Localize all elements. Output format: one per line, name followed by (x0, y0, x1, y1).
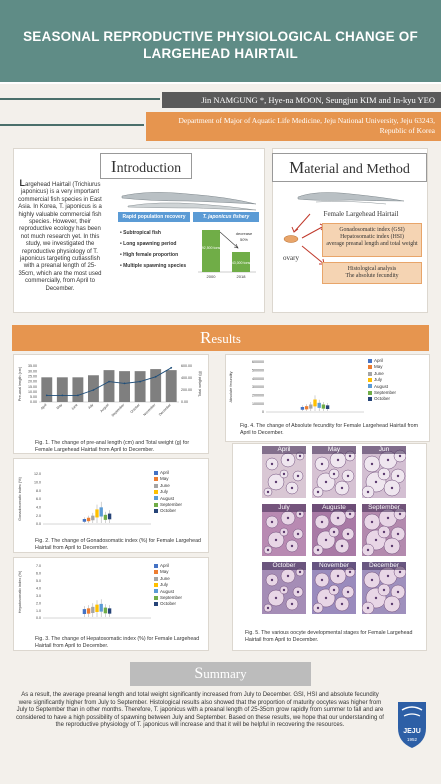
nucleus (275, 539, 277, 541)
nucleus (341, 603, 343, 605)
nucleus (325, 539, 327, 541)
nucleus (317, 607, 319, 609)
fishery-year-2000: 2000 (206, 274, 216, 279)
fig1-caption: Fig. 1. The change of pre-anal length (cm) and Total weight (g) for Female Largehead Hairtail from April to December. (35, 440, 190, 453)
y-tick-label: 20.00 (28, 379, 37, 384)
fig2-chart (15, 470, 155, 530)
poster-title: SEASONAL REPRODUCTIVE PHYSIOLOGICAL CHANGE OF LARGEHEAD HAIRTAIL (23, 29, 418, 61)
nucleus (341, 487, 343, 489)
fig4-chart (226, 358, 368, 418)
nucleus (297, 591, 299, 593)
box-april (83, 519, 86, 522)
legend-item (154, 508, 182, 514)
x-tick-label: August (99, 402, 110, 414)
fig5-caption: Fig. 5. The various oocyte developmental stages for Female Largehead Hairtail from April to December. (245, 630, 413, 643)
legend-label: July (374, 377, 383, 383)
feature-item: • Multiple spawning species (120, 263, 187, 269)
legend-swatch (368, 378, 372, 382)
nucleus (267, 549, 269, 551)
weight-point (46, 395, 48, 397)
histology-tile-july (262, 504, 306, 556)
nucleus (367, 607, 369, 609)
y-axis-label: Hepatosomatic index (%) (18, 570, 22, 614)
weight-point (124, 383, 126, 385)
x-tick-label: December (158, 402, 172, 417)
weight-point (108, 381, 110, 383)
y-tick-label: 12.0 (34, 472, 41, 477)
materials-heading: Material and Method (272, 153, 427, 182)
feature-item: • High female proportion (120, 252, 179, 258)
y-tick-label: 6.0 (36, 571, 41, 576)
histology-tile-september (362, 504, 406, 556)
nucleus (347, 591, 349, 593)
legend-label: August (160, 588, 175, 594)
nucleus (375, 481, 377, 483)
box-july (95, 605, 98, 612)
legend-label: September (160, 595, 183, 601)
legend-swatch (154, 602, 158, 606)
fig5-histology-grid (262, 446, 412, 616)
nucleus (317, 491, 319, 493)
length-bar (57, 377, 68, 402)
nucleus (321, 463, 323, 465)
legend-label: April (374, 358, 384, 363)
nucleus (321, 579, 323, 581)
rapid-recovery-label: Rapid population recovery (118, 212, 190, 222)
fig4-caption: Fig. 4. The change of Absolute fecundity for Female Largehead Hairtail from April to December. (240, 423, 419, 436)
y-tick-label: 15.00 (28, 384, 37, 389)
nucleus (299, 571, 301, 573)
y-tick-label: 400000 (252, 376, 264, 381)
nucleus (287, 459, 289, 461)
length-bar (72, 377, 83, 402)
nucleus (271, 463, 273, 465)
box-june (91, 516, 94, 521)
fishery-bar-2000 (202, 230, 220, 272)
histology-month-label: December (362, 562, 406, 570)
histology-month-label: November (312, 562, 356, 570)
nucleus (297, 533, 299, 535)
nucleus (383, 473, 385, 475)
legend-swatch (154, 496, 158, 500)
legend-swatch (154, 471, 158, 475)
legend-label: May (374, 364, 383, 370)
legend-label: May (160, 569, 169, 575)
length-bar (150, 369, 161, 402)
histology-tile-april (262, 446, 306, 498)
legend-label: August (160, 495, 175, 501)
weight-point (155, 376, 157, 378)
nucleus (299, 455, 301, 457)
y2-tick-label: 600.00 (181, 364, 192, 369)
fig2-caption: Fig. 2. The change of Gonadosomatic index (%) for Female Largehead Hairtail from April to December. (35, 538, 201, 551)
box-may (87, 608, 90, 613)
nucleus (287, 575, 289, 577)
nucleus (367, 549, 369, 551)
legend-label: October (374, 396, 391, 402)
y-tick-label: 10.00 (28, 389, 37, 394)
box-may (305, 406, 308, 409)
nucleus (283, 531, 285, 533)
nucleus (367, 491, 369, 493)
index-method-box: Gonadosomatic index (GSI) Hepatosomatic index (HSI) average preanal length and total weight (322, 223, 422, 257)
legend-swatch (154, 583, 158, 587)
y-axis-label: Absolute fecundity (229, 371, 233, 403)
legend-label: August (374, 383, 389, 389)
box-august (318, 403, 321, 408)
y-tick-label: 30.00 (28, 369, 37, 374)
y-tick-label: 5.00 (30, 395, 37, 400)
fishery-label: T. japonicus fishery (193, 212, 259, 222)
box-june (91, 607, 94, 613)
introduction-text: Largehead Hairtail (Trichiurus japonicus) is a very important commercial fish species in East Asia. In Korea, T. japonicus is a highly valuable commercial fish species. However, their reproductive ecology has been not much research yet. In this study, we investigated the reproductive physiology of T. japonicus targeting cutlassfish with a preanal length of 25-35cm, which are the most used commercially, from April to December. (18, 178, 102, 292)
y-tick-label: 0.0 (36, 522, 41, 527)
box-september (322, 405, 325, 409)
logo-year: 1952 (406, 737, 418, 742)
fig2-legend (154, 470, 182, 515)
nucleus (317, 549, 319, 551)
nucleus (333, 473, 335, 475)
histology-month-label: April (262, 446, 306, 454)
legend-label: September (374, 390, 397, 396)
y2-axis-label: Total weight (g) (198, 371, 202, 397)
logo-text: JEJU (403, 728, 421, 735)
legend-label: October (160, 508, 177, 514)
legend-swatch (154, 503, 158, 507)
y-tick-label: 3.0 (36, 593, 41, 598)
box-april (83, 609, 86, 614)
legend-label: May (160, 476, 169, 482)
weight-point (61, 395, 63, 397)
histology-month-label: October (262, 562, 306, 570)
box-october (326, 405, 329, 409)
length-bar (135, 371, 146, 402)
box-july (95, 509, 98, 517)
nucleus (275, 481, 277, 483)
fishery-value-2000: 92,500 tons (201, 246, 221, 250)
y-tick-label: 10.0 (34, 480, 41, 485)
legend-label: April (160, 563, 170, 568)
histology-month-label: Jun (362, 446, 406, 454)
y-tick-label: 0 (262, 410, 264, 415)
x-tick-label: June (70, 402, 79, 411)
histology-tile-november (312, 562, 356, 614)
nucleus (333, 589, 335, 591)
weight-point (93, 389, 95, 391)
nucleus (271, 579, 273, 581)
legend-swatch (154, 509, 158, 513)
y-tick-label: 300000 (252, 385, 264, 390)
histology-tile-auguste (312, 504, 356, 556)
y-tick-label: 4.0 (36, 586, 41, 591)
x-tick-label: November (142, 402, 157, 417)
nucleus (337, 575, 339, 577)
summary-heading: Summary (130, 662, 311, 686)
box-may (87, 518, 90, 521)
weight-point (77, 395, 79, 397)
fish-label: Female Largehead Hairtail (323, 210, 399, 218)
largehead-hairtail-illustration (118, 186, 258, 212)
histology-method-box: Histological analysis The absolute fecundity (322, 262, 422, 284)
legend-swatch (154, 564, 158, 568)
nucleus (287, 517, 289, 519)
department: Department of Major of Aquatic Life Medicine, Jeju National University, Jeju 63243, Republic of Korea (146, 112, 441, 141)
legend-swatch (368, 391, 372, 395)
nucleus (391, 603, 393, 605)
nucleus (399, 513, 401, 515)
nucleus (349, 455, 351, 457)
nucleus (375, 597, 377, 599)
legend-swatch (154, 596, 158, 600)
histology-tile-december (362, 562, 406, 614)
length-bar (88, 375, 99, 402)
divider-line (0, 124, 144, 126)
legend-swatch (368, 397, 372, 401)
legend-swatch (154, 570, 158, 574)
nucleus (387, 517, 389, 519)
x-tick-label: September (110, 402, 126, 418)
ovary-icon (283, 234, 299, 244)
fishery-value-2018: 43,000 tons (231, 261, 251, 265)
nucleus (291, 487, 293, 489)
nucleus (399, 455, 401, 457)
x-tick-label: April (39, 402, 48, 411)
legend-label: June (160, 575, 170, 581)
nucleus (347, 475, 349, 477)
feature-item: • Long spawning period (120, 241, 177, 247)
y-tick-label: 600000 (252, 360, 264, 365)
y-tick-label: 8.0 (36, 488, 41, 493)
x-tick-label: May (55, 402, 64, 411)
introduction-heading: Introduction (100, 153, 192, 179)
legend-swatch (154, 577, 158, 581)
y-axis-label: Gonadosomatic index (%) (18, 477, 22, 521)
ovary-label: ovary (283, 254, 299, 262)
decrease-label: decrease (235, 231, 253, 236)
y2-tick-label: 400.00 (181, 376, 192, 381)
x-tick-label: July (87, 402, 95, 410)
nucleus (337, 459, 339, 461)
nucleus (397, 475, 399, 477)
nucleus (391, 545, 393, 547)
fig1-chart (15, 360, 205, 420)
nucleus (397, 533, 399, 535)
fig3-chart (15, 562, 155, 624)
box-april (301, 407, 304, 410)
nucleus (399, 571, 401, 573)
fig3-legend (154, 563, 182, 608)
box-august (100, 604, 103, 612)
y-tick-label: 1.0 (36, 608, 41, 613)
nucleus (283, 473, 285, 475)
histology-month-label: May (312, 446, 356, 454)
legend-item (154, 601, 182, 607)
legend-label: July (160, 582, 169, 588)
nucleus (371, 521, 373, 523)
legend-item (368, 396, 396, 402)
legend-label: September (160, 502, 183, 508)
histology-tile-october (262, 562, 306, 614)
legend-label: April (160, 470, 170, 475)
nucleus (387, 459, 389, 461)
legend-swatch (154, 490, 158, 494)
y-tick-label: 35.00 (28, 364, 37, 369)
nucleus (349, 513, 351, 515)
nucleus (267, 607, 269, 609)
authors: Jin NAMGUNG *, Hye-na MOON, Seungjun KIM and In-kyu YEO (162, 92, 441, 108)
results-heading: Results (12, 325, 429, 351)
nucleus (283, 589, 285, 591)
nucleus (337, 517, 339, 519)
nucleus (291, 545, 293, 547)
nucleus (325, 597, 327, 599)
histology-month-label: September (362, 504, 406, 512)
legend-swatch (368, 384, 372, 388)
nucleus (333, 531, 335, 533)
weight-point (139, 381, 141, 383)
histology-tile-may (312, 446, 356, 498)
nucleus (297, 475, 299, 477)
length-bar (41, 377, 52, 402)
summary-text: As a result, the average preanal length and total weight significantly increased from July to December. GSI, HSI and absolute fecundity were significantly higher from July to September. Histological results also showed that the proportion of maturity oocytes was higher from July to September than in other months. Therefore, T. japonicus with a preanal length of 25-35cm grow rapidly from summer to fall and are considered to have a high possibility of spawning between July and September. Based on these results, we hope that our understanding of the reproductive physiology of T. japonicus will increase and that it will be helpful in recovering the resources. (16, 692, 384, 729)
y-tick-label: 6.0 (36, 497, 41, 502)
nucleus (321, 521, 323, 523)
histology-month-label: Auguste (312, 504, 356, 512)
legend-label: October (160, 601, 177, 607)
nucleus (375, 539, 377, 541)
fig4-legend (368, 358, 396, 403)
jeju-university-logo (392, 698, 432, 752)
y2-tick-label: 0.00 (181, 400, 188, 405)
nucleus (299, 513, 301, 515)
decrease-value: 50% (239, 237, 249, 242)
y-tick-label: 2.0 (36, 513, 41, 518)
y-tick-label: 5.0 (36, 579, 41, 584)
nucleus (325, 481, 327, 483)
histology-tile-jun (362, 446, 406, 498)
weight-point (170, 367, 172, 369)
y2-tick-label: 200.00 (181, 388, 192, 393)
y-tick-label: 100000 (252, 401, 264, 406)
nucleus (391, 487, 393, 489)
nucleus (349, 571, 351, 573)
box-october (108, 514, 111, 520)
nucleus (387, 575, 389, 577)
legend-swatch (154, 477, 158, 481)
x-tick-label: October (129, 402, 141, 415)
legend-swatch (368, 372, 372, 376)
divider-line (0, 98, 160, 100)
box-october (108, 608, 111, 613)
length-bar (119, 371, 130, 402)
box-august (100, 507, 103, 516)
y-tick-label: 200000 (252, 393, 264, 398)
nucleus (275, 597, 277, 599)
length-bar (104, 370, 115, 402)
box-june (309, 405, 312, 409)
legend-swatch (368, 359, 372, 363)
nucleus (267, 491, 269, 493)
fishery-year-2018: 2018 (236, 274, 246, 279)
nucleus (291, 603, 293, 605)
female-hairtail-icon (296, 188, 406, 208)
y-tick-label: 4.0 (36, 505, 41, 510)
histology-month-label: July (262, 504, 306, 512)
nucleus (271, 521, 273, 523)
feature-item: • Subtropical fish (120, 230, 161, 236)
legend-label: June (374, 370, 384, 376)
y-tick-label: 25.00 (28, 374, 37, 379)
nucleus (397, 591, 399, 593)
y-tick-label: 7.0 (36, 564, 41, 569)
y-axis-label: Pre-anal length (cm) (18, 366, 22, 402)
nucleus (371, 463, 373, 465)
fishery-decline-chart (194, 224, 260, 280)
nucleus (383, 589, 385, 591)
y-tick-label: 0.00 (30, 400, 37, 405)
y-tick-label: 500000 (252, 368, 264, 373)
legend-swatch (154, 484, 158, 488)
legend-swatch (154, 589, 158, 593)
legend-label: June (160, 482, 170, 488)
box-september (104, 515, 107, 520)
box-september (104, 608, 107, 614)
y-tick-label: 2.0 (36, 601, 41, 606)
nucleus (341, 545, 343, 547)
nucleus (383, 531, 385, 533)
y-tick-label: 0.0 (36, 616, 41, 621)
legend-swatch (368, 365, 372, 369)
legend-label: July (160, 489, 169, 495)
fig3-caption: Fig. 3. The change of Hepatosomatic index (%) for Female Largehead Hairtail from April to December. (35, 636, 200, 649)
nucleus (371, 579, 373, 581)
feature-list (120, 228, 194, 272)
nucleus (347, 533, 349, 535)
box-july (313, 400, 316, 407)
length-bar (166, 370, 177, 402)
